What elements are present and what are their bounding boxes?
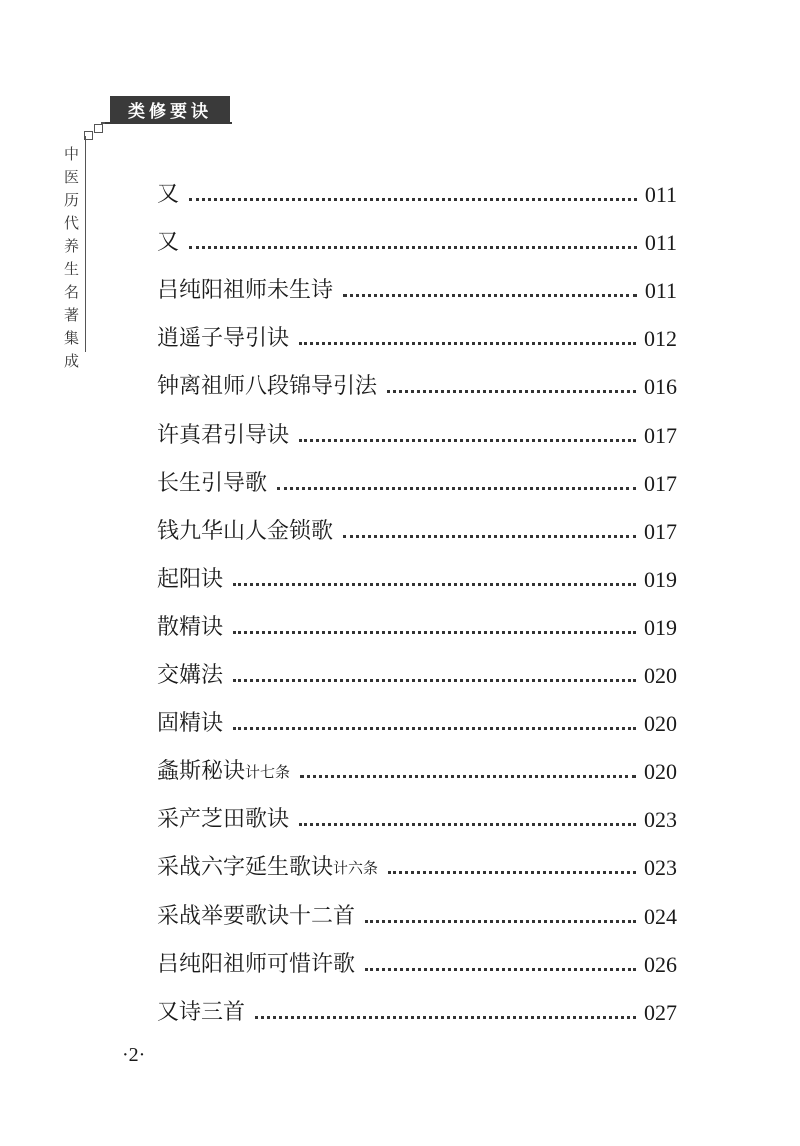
toc-entry-title: 吕纯阳祖师未生诗 <box>157 278 334 304</box>
book-title: 类修要诀 <box>128 101 212 122</box>
toc-entry-title: 螽斯秘诀 <box>157 759 246 785</box>
toc-entry[interactable] <box>157 932 677 980</box>
toc-entry-title: 散精诀 <box>157 614 224 640</box>
toc-dot-leader <box>343 535 636 538</box>
toc-entry-page: 026 <box>644 951 677 977</box>
toc-entry[interactable] <box>157 595 677 643</box>
toc-entry-title: 又诗三首 <box>157 999 246 1025</box>
toc-entry[interactable] <box>157 258 677 306</box>
toc-entry-title: 固精诀 <box>157 711 224 737</box>
toc-dot-leader <box>365 920 636 923</box>
toc-dot-leader <box>387 390 636 393</box>
toc-entry[interactable] <box>157 787 677 835</box>
toc-entry[interactable] <box>157 354 677 402</box>
toc-entry-title: 起阳诀 <box>157 566 224 592</box>
header-rule <box>104 122 232 124</box>
toc-entry[interactable] <box>157 739 677 787</box>
toc-entry-page: 027 <box>644 999 677 1025</box>
toc-entry[interactable] <box>157 835 677 883</box>
toc-entry-page: 011 <box>644 230 677 256</box>
toc-entry-title: 采产芝田歌诀 <box>157 807 290 833</box>
toc-entry-title: 钟离祖师八段锦导引法 <box>157 374 378 400</box>
toc-entry-title: 逍遥子导引诀 <box>157 326 290 352</box>
toc-entry-title: 采战六字延生歌诀 <box>157 855 334 881</box>
toc-entry-page: 017 <box>644 422 677 448</box>
toc-entry[interactable] <box>157 402 677 450</box>
toc-entry-page: 020 <box>644 711 677 737</box>
toc-entry-page: 019 <box>644 614 677 640</box>
toc-entry-title: 长生引导歌 <box>157 470 268 496</box>
toc-entry-title: 许真君引导诀 <box>157 422 290 448</box>
toc-entry-page: 011 <box>644 182 677 208</box>
toc-entry[interactable] <box>157 451 677 499</box>
toc-entry[interactable] <box>157 980 677 1028</box>
toc-entry-page: 020 <box>644 663 677 689</box>
toc-dot-leader <box>299 342 636 345</box>
toc-entry-page: 023 <box>644 807 677 833</box>
toc-entry[interactable] <box>157 306 677 354</box>
toc-dot-leader <box>233 583 636 586</box>
toc-dot-leader <box>233 631 636 634</box>
toc-entry[interactable] <box>157 547 677 595</box>
toc-entry[interactable] <box>157 210 677 258</box>
toc-entry-page: 011 <box>644 278 677 304</box>
table-of-contents <box>157 162 677 1028</box>
toc-entry[interactable] <box>157 499 677 547</box>
toc-entry-page: 019 <box>644 566 677 592</box>
toc-entry-title: 又 <box>157 182 180 208</box>
toc-entry-page: 023 <box>644 855 677 881</box>
toc-entry-title: 又 <box>157 230 180 256</box>
page-number: ·2· <box>122 1044 146 1066</box>
toc-entry[interactable] <box>157 162 677 210</box>
toc-dot-leader <box>189 246 637 249</box>
toc-entry[interactable] <box>157 883 677 931</box>
toc-dot-leader <box>233 727 636 730</box>
toc-entry-title: 采战举要歌诀十二首 <box>157 903 356 929</box>
toc-dot-leader <box>365 968 636 971</box>
toc-entry-title: 交媾法 <box>157 663 224 689</box>
toc-entry-page: 017 <box>644 518 677 544</box>
toc-entry[interactable] <box>157 643 677 691</box>
toc-dot-leader <box>299 439 636 442</box>
toc-dot-leader <box>277 487 636 490</box>
toc-dot-leader <box>233 679 636 682</box>
toc-entry-page: 012 <box>644 326 677 352</box>
toc-dot-leader <box>189 198 637 201</box>
toc-dot-leader <box>388 871 636 874</box>
frame-ornament-square <box>94 124 103 133</box>
toc-entry-page: 024 <box>644 903 677 929</box>
toc-dot-leader <box>300 775 636 778</box>
toc-entry-note: 计六条 <box>333 859 379 878</box>
toc-entry-page: 020 <box>644 759 677 785</box>
book-title-badge <box>110 96 230 122</box>
toc-entry[interactable] <box>157 691 677 739</box>
side-rule <box>85 136 86 352</box>
series-title: 中医历代养生名著集成 <box>62 146 80 376</box>
toc-entry-page: 016 <box>644 374 677 400</box>
toc-entry-title: 钱九华山人金锁歌 <box>157 518 334 544</box>
toc-entry-page: 017 <box>644 470 677 496</box>
toc-entry-title: 吕纯阳祖师可惜许歌 <box>157 951 356 977</box>
toc-entry-note: 计七条 <box>245 763 291 782</box>
toc-dot-leader <box>299 823 636 826</box>
toc-dot-leader <box>343 294 637 297</box>
toc-dot-leader <box>255 1016 636 1019</box>
